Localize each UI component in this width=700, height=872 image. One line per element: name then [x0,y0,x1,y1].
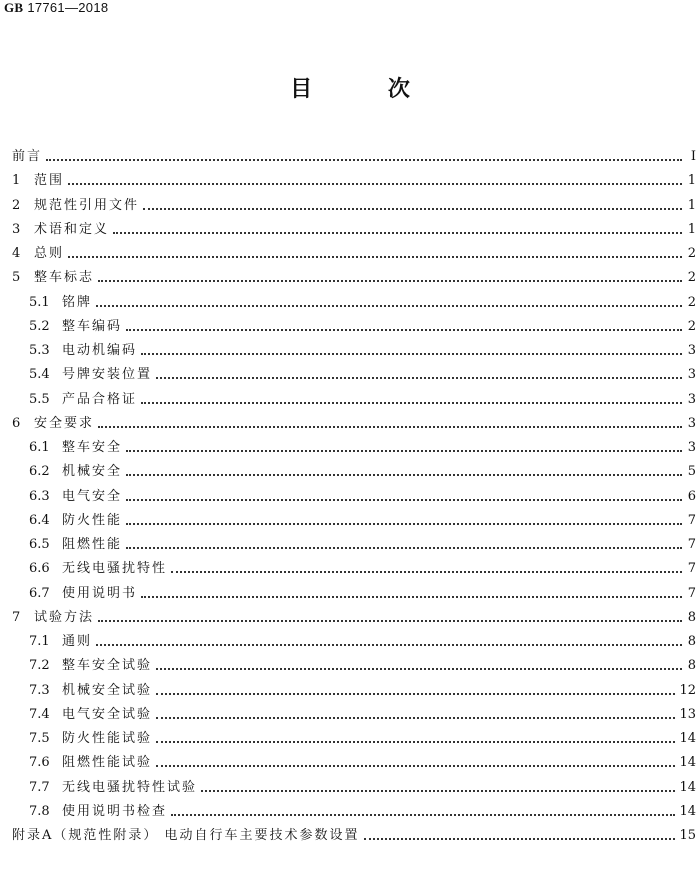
dot-leader [126,523,682,525]
toc-entry-number: 5.3 [29,343,50,358]
dot-leader [156,377,682,379]
toc-entry-number: 6.1 [29,440,50,455]
toc-entry-label: 整车安全试验 [62,658,153,674]
toc-entry[interactable] [29,509,696,533]
toc-entry-label: 安全要求 [34,415,95,431]
toc-entry-number: 2 [12,197,21,213]
toc-entry-page: 7 [687,537,696,552]
dot-leader [156,693,675,695]
dot-leader [98,620,682,622]
toc-entry-number: 7.8 [29,803,50,819]
toc-entry-page: 2 [687,318,696,334]
toc-entry-page: 1 [687,221,696,237]
dot-leader [201,790,675,792]
toc-entry-number: 6.4 [29,512,50,528]
toc-entry-number: 7.3 [29,682,50,698]
toc-entry-page: 6 [687,488,696,504]
toc-entry-label: 前言 [12,149,43,164]
dot-leader [141,353,682,355]
toc-entry-page: 7 [687,585,696,601]
toc-entry-page: 1 [687,197,696,213]
dot-leader [126,547,682,549]
toc-entry-page: 7 [687,561,696,577]
toc-entry-label: 阻燃性能 [62,537,123,552]
toc-entry-page: 14 [679,731,696,746]
toc-entry-number: 5 [12,270,21,286]
toc-entry-number: 5.5 [29,391,50,407]
toc-entry-page: 1 [687,173,696,189]
toc-entry-number: 5.4 [29,367,50,383]
toc-entry-label: 附录A（规范性附录） 电动自行车主要技术参数设置 [12,828,360,843]
standard-prefix: GB [4,0,24,15]
toc-entry-page: 8 [687,658,696,674]
toc-entry[interactable] [29,533,696,557]
toc-entry-page: 3 [687,391,696,407]
toc-entry-page: 2 [687,270,696,286]
toc-entry-page: 15 [679,828,696,843]
toc-entry-number: 1 [12,173,21,189]
toc-entry[interactable] [29,727,696,751]
toc-entry-label: 机械安全 [62,464,123,480]
toc-entry[interactable] [29,339,696,363]
toc-entry-number: 7.2 [29,658,50,674]
toc-entry-number: 6.3 [29,488,50,504]
dot-leader [156,717,675,719]
dot-leader [96,305,682,307]
toc-entry[interactable] [12,606,696,630]
dot-leader [96,644,682,646]
toc-entry-page: 2 [687,246,696,261]
toc-entry-page: 14 [679,779,696,795]
dot-leader [68,183,682,185]
toc-entry[interactable] [12,169,696,193]
toc-entry-label: 电气安全试验 [62,706,153,722]
toc-entry-number: 6.6 [29,561,50,577]
toc-entry-number: 6.2 [29,464,50,480]
dot-leader [141,596,682,598]
toc-entry-label: 试验方法 [34,609,95,625]
toc-entry[interactable] [12,145,696,169]
toc-entry-number: 3 [12,221,21,237]
toc-entry[interactable] [29,485,696,509]
dot-leader [46,159,682,161]
toc-entry[interactable] [29,363,696,387]
dot-leader [156,741,675,743]
toc-entry[interactable] [12,412,696,436]
dot-leader [113,232,682,234]
dot-leader [98,280,682,282]
toc-entry-label: 机械安全试验 [62,682,153,698]
toc-entry-number: 7 [12,609,21,625]
toc-entry-number: 5.2 [29,318,50,334]
dot-leader [156,765,675,767]
toc-entry-page: 3 [687,415,696,431]
dot-leader [156,668,682,670]
toc-entry[interactable] [29,436,696,460]
dot-leader [98,426,682,428]
toc-entry[interactable] [29,751,696,775]
toc-entry-number: 6.7 [29,585,50,601]
toc-entry-page: 3 [687,343,696,358]
toc-entry[interactable] [29,388,696,412]
toc-entry-label: 规范性引用文件 [34,197,140,213]
toc-entry[interactable] [12,824,696,848]
toc-entry-page: 14 [679,755,696,771]
toc-entry[interactable] [29,315,696,339]
dot-leader [171,571,682,573]
toc-entry-page: 7 [687,512,696,528]
standard-number: 17761—2018 [27,0,109,15]
toc-entry[interactable] [29,703,696,727]
toc-entry-page: 8 [687,609,696,625]
toc-entry-label: 范围 [34,173,65,189]
toc-entry-label: 电动机编码 [62,343,138,358]
toc-entry-label: 总则 [34,246,65,261]
toc-entry-number: 7.6 [29,755,50,771]
dot-leader [126,499,682,501]
toc-entry[interactable] [12,194,696,218]
toc-entry-page: 3 [687,440,696,455]
toc-entry-label: 使用说明书 [62,585,138,601]
toc-entry[interactable] [29,776,696,800]
dot-leader [126,329,682,331]
toc-entry[interactable] [29,630,696,654]
toc-entry-label: 无线电骚扰特性试验 [62,779,198,795]
toc-entry-number: 5.1 [29,294,50,310]
dot-leader [68,256,682,258]
toc-entry-page: Ⅰ [690,149,696,164]
dot-leader [126,474,682,476]
toc-entry[interactable] [29,557,696,581]
toc-entry-label: 整车安全 [62,440,123,455]
toc-entry-number: 7.7 [29,779,50,795]
toc-entry-label: 防火性能 [62,512,123,528]
toc-entry[interactable] [29,679,696,703]
page-title: 目 次 [290,77,444,102]
toc-entry[interactable] [29,654,696,678]
toc-entry-page: 12 [679,682,696,698]
toc-entry-label: 整车编码 [62,318,123,334]
standard-code [4,0,108,16]
toc-entry-number: 7.4 [29,706,50,722]
toc-entry[interactable] [29,460,696,484]
toc-entry-page: 3 [687,367,696,383]
toc-entry-label: 整车标志 [34,270,95,286]
toc-entry[interactable] [29,582,696,606]
toc-entry-number: 6 [12,415,21,431]
toc-entry-label: 使用说明书检查 [62,803,168,819]
toc-entry-label: 号牌安装位置 [62,367,153,383]
toc-entry[interactable] [12,218,696,242]
toc-entry-label: 术语和定义 [34,221,110,237]
toc-entry-page: 14 [679,803,696,819]
toc-entry-label: 铭牌 [62,294,93,310]
toc-entry-label: 通则 [62,634,93,649]
toc-entry-number: 7.1 [29,634,50,649]
toc-entry[interactable] [12,242,696,266]
dot-leader [143,208,682,210]
toc-entry[interactable] [12,266,696,290]
toc-entry-number: 6.5 [29,537,50,552]
dot-leader [126,450,682,452]
toc-entry-number: 4 [12,246,21,261]
toc-entry-label: 电气安全 [62,488,123,504]
toc-entry-label: 产品合格证 [62,391,138,407]
toc-entry-label: 无线电骚扰特性 [62,561,168,577]
toc-entry-label: 阻燃性能试验 [62,755,153,771]
toc-entry-label: 防火性能试验 [62,731,153,746]
toc-entry-page: 13 [679,706,696,722]
toc-entry-page: 8 [687,634,696,649]
dot-leader [364,838,676,840]
toc-entry-page: 2 [687,294,696,310]
toc-entry-page: 5 [687,464,696,480]
toc-entry[interactable] [29,800,696,824]
dot-leader [141,402,682,404]
toc-entry-number: 7.5 [29,731,50,746]
toc-entry[interactable] [29,291,696,315]
dot-leader [171,814,675,816]
